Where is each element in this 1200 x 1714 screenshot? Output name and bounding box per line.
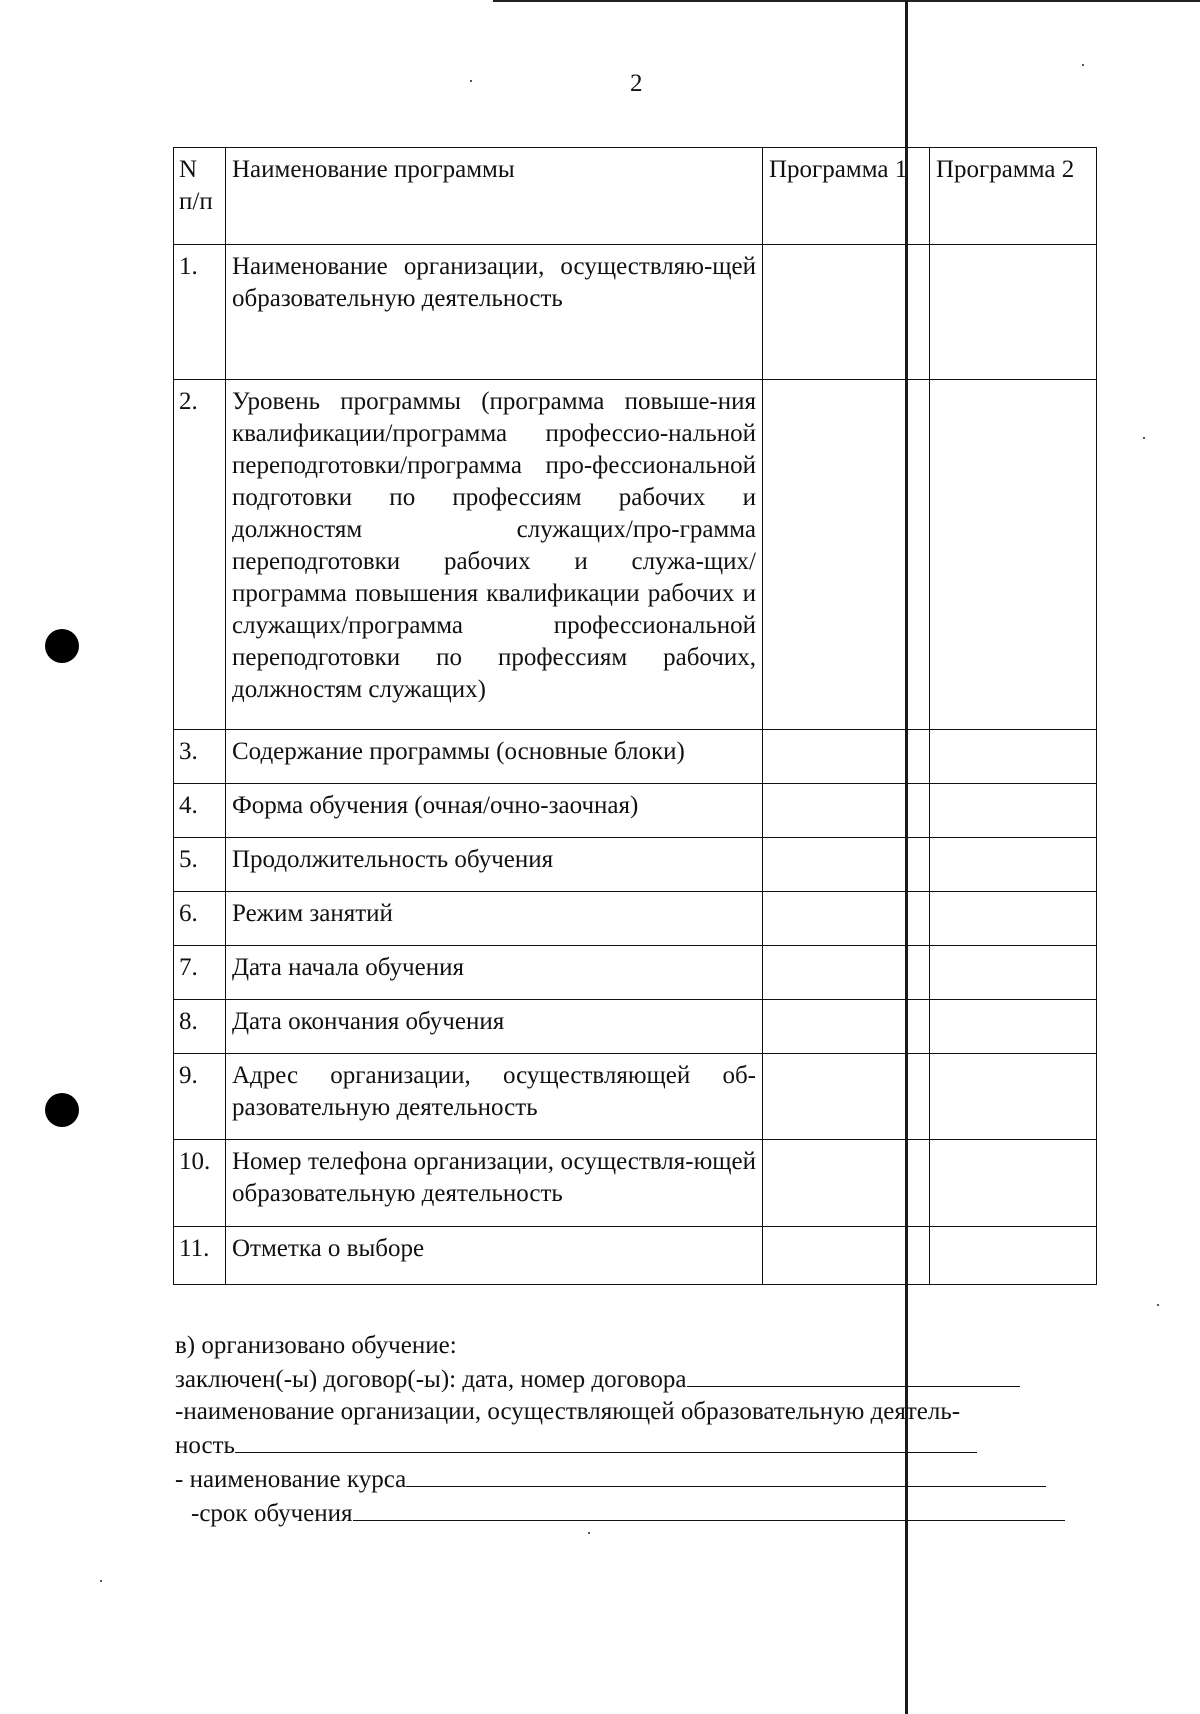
table-row [174,380,1097,730]
row-criterion: Режим занятий [226,892,763,946]
program-2-cell[interactable] [930,784,1097,838]
row-criterion: Уровень программы (программа повыше-ния квалификации/программа профессио-нальной переподготовки/программа про-фессиональной подготовки по профессиям рабочих и должностям служащих/про-грамма переподготовки рабочих и служа-щих/программа повышения квалификации рабочих и служащих/программа профессиональной переподготовки по профессиям рабочих, должностям служащих) [226,380,763,730]
program-1-cell[interactable] [763,380,930,730]
row-criterion: Дата начала обучения [226,946,763,1000]
program-2-cell[interactable] [930,380,1097,730]
scan-edge-line [493,0,1200,2]
term-label: -срок обучения [191,1500,353,1527]
term-blank[interactable] [353,1496,1065,1521]
row-number: 11. [174,1227,226,1285]
scan-speck [1143,437,1145,439]
org-name-label-cont: ность [175,1432,235,1459]
table-row [174,784,1097,838]
contract-label: заключен(-ы) договор(-ы): дата, номер договора [175,1366,687,1393]
program-2-cell[interactable] [930,1140,1097,1227]
row-criterion: Форма обучения (очная/очно-заочная) [226,784,763,838]
row-number: 7. [174,946,226,1000]
course-blank[interactable] [406,1462,1046,1487]
program-1-cell[interactable] [763,1054,930,1140]
row-criterion: Содержание программы (основные блоки) [226,730,763,784]
program-1-cell[interactable] [763,838,930,892]
scan-speck [100,1580,102,1582]
page-number: 2 [630,70,643,97]
course-line [175,1462,1090,1496]
row-number: 1. [174,245,226,380]
program-2-cell[interactable] [930,1054,1097,1140]
program-2-cell[interactable] [930,946,1097,1000]
program-1-cell[interactable] [763,1140,930,1227]
header-program-2: Программа 2 [930,148,1097,245]
row-criterion: Адрес организации, осуществляющей об-разовательную деятельность [226,1054,763,1140]
program-2-cell[interactable] [930,1000,1097,1054]
program-1-cell[interactable] [763,730,930,784]
training-organized-section [175,1330,1090,1530]
program-1-cell[interactable] [763,892,930,946]
program-1-cell[interactable] [763,784,930,838]
row-number: 5. [174,838,226,892]
table-row [174,838,1097,892]
row-number: 3. [174,730,226,784]
row-criterion: Номер телефона организации, осуществля-ющей образовательную деятельность [226,1140,763,1227]
table-row [174,1227,1097,1285]
row-number: 6. [174,892,226,946]
scan-speck [588,1532,590,1534]
course-label: - наименование курса [175,1466,407,1493]
row-criterion: Наименование организации, осуществляю-щей образовательную деятельность [226,245,763,380]
contract-line [175,1362,1090,1396]
header-program-1: Программа 1 [763,148,930,245]
row-criterion: Отметка о выборе [226,1227,763,1285]
table-row [174,1054,1097,1140]
contract-blank[interactable] [687,1362,1020,1387]
program-1-cell[interactable] [763,1000,930,1054]
table-row [174,730,1097,784]
table-row [174,946,1097,1000]
punch-hole-lower [45,1093,79,1127]
program-1-cell[interactable] [763,946,930,1000]
row-criterion: Дата окончания обучения [226,1000,763,1054]
program-2-cell[interactable] [930,730,1097,784]
table-header-row [174,148,1097,245]
punch-hole-upper [45,629,79,663]
program-2-cell[interactable] [930,1227,1097,1285]
program-2-cell[interactable] [930,245,1097,380]
header-program-name: Наименование программы [226,148,763,245]
table-row [174,1000,1097,1054]
row-number: 9. [174,1054,226,1140]
scan-speck [1082,64,1084,66]
org-name-label: -наименование организации, осуществляющей образовательную деятель- [175,1398,961,1425]
table-row [174,892,1097,946]
section-heading: в) организовано обучение: [175,1332,457,1359]
org-name-line [175,1396,1090,1428]
row-number: 2. [174,380,226,730]
row-number: 10. [174,1140,226,1227]
scan-speck [470,80,472,82]
org-name-blank[interactable] [235,1428,977,1453]
program-2-cell[interactable] [930,892,1097,946]
row-number: 8. [174,1000,226,1054]
program-1-cell[interactable] [763,245,930,380]
program-comparison-table [173,147,1097,1285]
org-name-line-cont [175,1428,1090,1462]
program-2-cell[interactable] [930,838,1097,892]
scan-speck [1157,1304,1159,1306]
row-number: 4. [174,784,226,838]
table-row [174,245,1097,380]
header-num: N п/п [174,148,226,245]
row-criterion: Продолжительность обучения [226,838,763,892]
program-1-cell[interactable] [763,1227,930,1285]
table-row [174,1140,1097,1227]
term-line [175,1496,1090,1530]
